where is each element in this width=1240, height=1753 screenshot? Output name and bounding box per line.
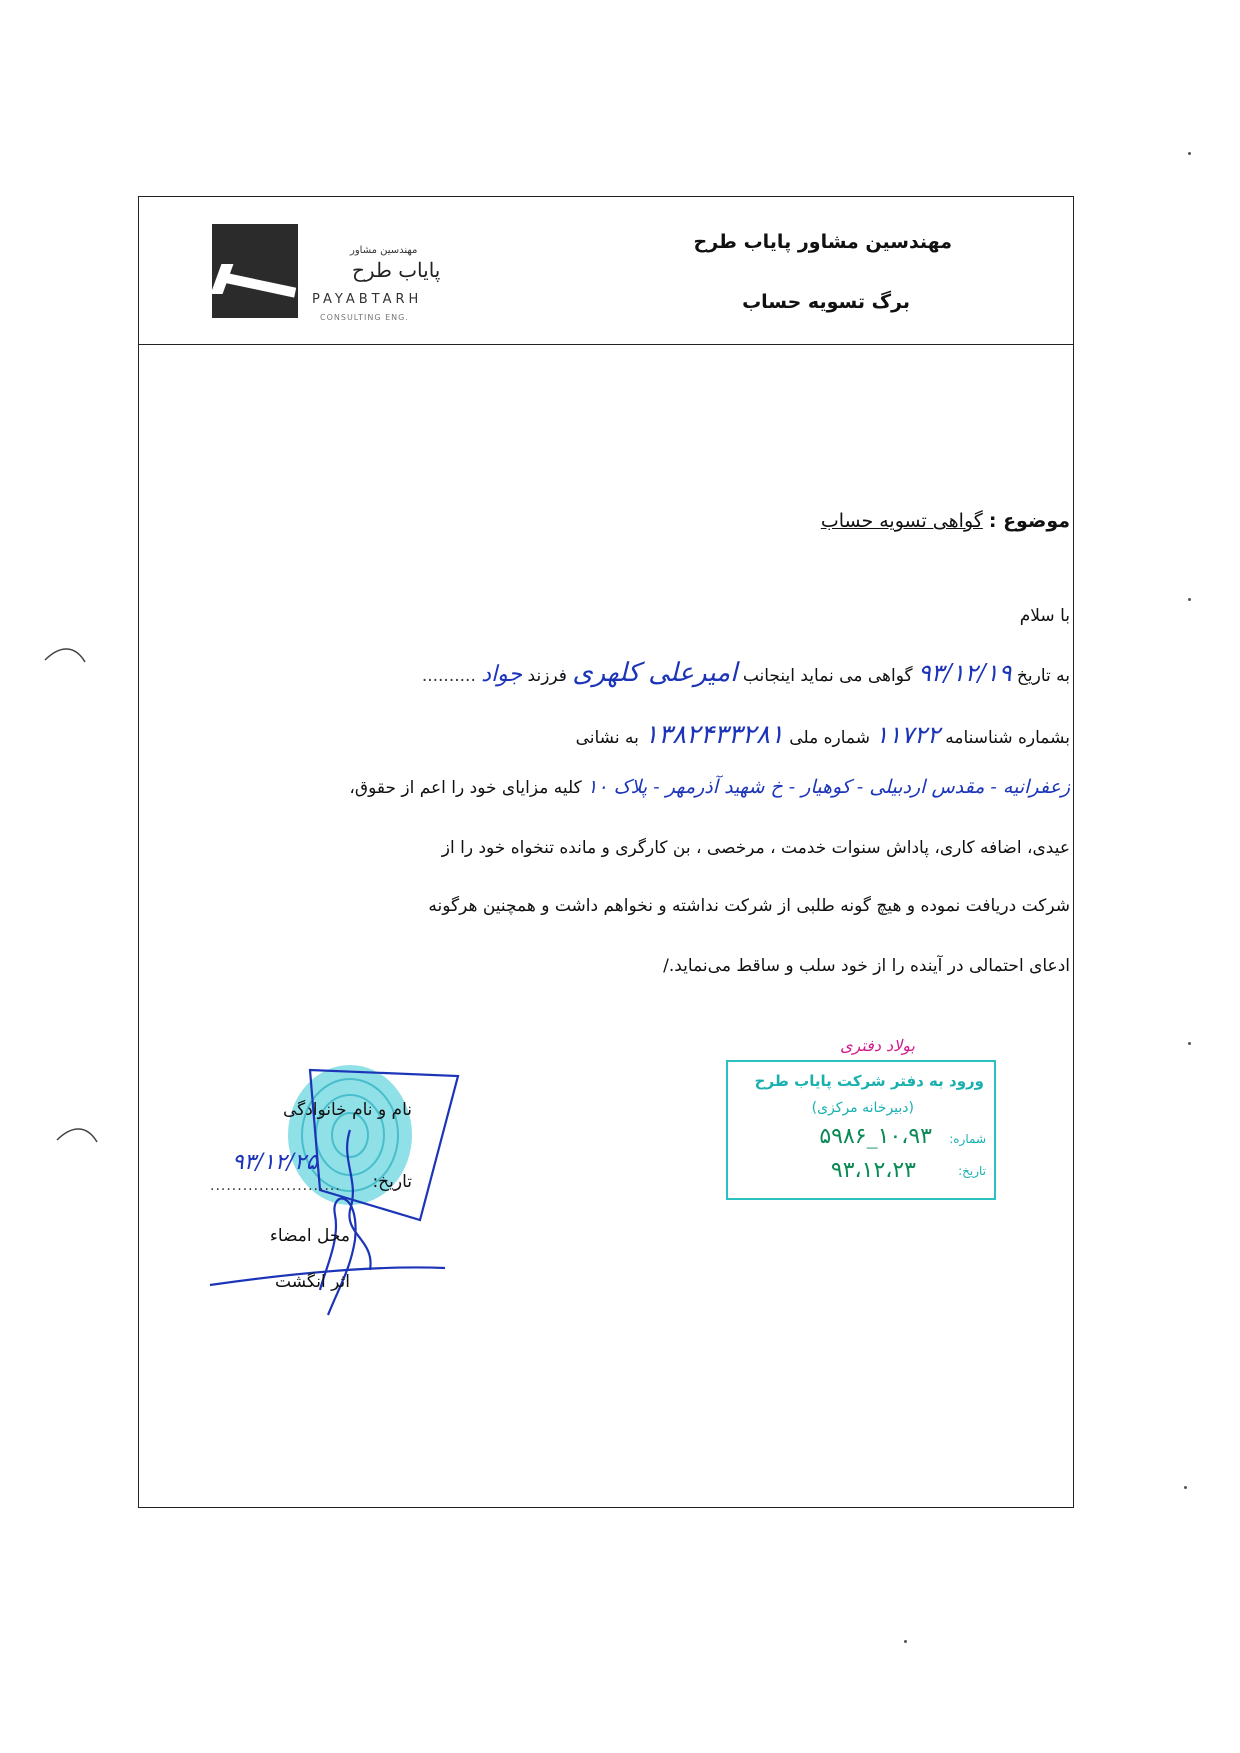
- body-line-4: عیدی، اضافه کاری، پاداش سنوات خدمت ، مرخصی ، بن کارگری و مانده تنخواه خود را از: [441, 838, 1070, 858]
- scan-artifact: [52, 1120, 102, 1150]
- line2-address-label: به نشانی: [575, 728, 639, 748]
- scan-artifact: [1188, 598, 1191, 601]
- scan-artifact: [1188, 152, 1191, 155]
- body-line-1: به تاریخ ۹۳/۱۲/۱۹ گواهی می نماید اینجانب امیرعلی کلهری فرزند جواد ..........: [421, 658, 1070, 688]
- registration-stamp: [726, 1060, 996, 1200]
- body-line-3: [349, 776, 1070, 798]
- form-title: برگ تسویه حساب: [742, 291, 910, 313]
- stamp-title: ورود به دفتر شرکت پایاب طرح: [754, 1072, 984, 1090]
- subject-label: موضوع :: [988, 510, 1070, 532]
- stamp-handwritten-note: بولاد دفتری: [840, 1036, 916, 1055]
- name-label: نام و نام خانوادگی: [282, 1100, 412, 1120]
- body-line-5: شرکت دریافت نموده و هیچ گونه طلبی از شرکت نداشته و نخواهم داشت و همچنین هرگونه: [428, 896, 1070, 916]
- logo-small-text: مهندسین مشاور: [350, 245, 418, 256]
- greeting: با سلام: [1019, 606, 1070, 626]
- subject-value: گواهی تسویه حساب: [820, 510, 983, 532]
- logo-name-en: PAYABTARH: [312, 292, 423, 307]
- handwritten-address: زعفرانیه - مقدس اردبیلی - کوهیار - خ شهید آذرمهر - پلاک ۱۰: [587, 776, 1070, 798]
- handwritten-date: ۹۳/۱۲/۱۹: [918, 659, 1012, 687]
- line1-certify-text: گواهی می نماید اینجانب: [742, 666, 913, 686]
- company-name: مهندسین مشاور پایاب طرح: [693, 231, 952, 253]
- stamp-date-label: تاریخ:: [958, 1164, 986, 1178]
- date-dots: ........................: [210, 1178, 341, 1194]
- stamp-date-value: ۹۳،۱۲،۲۳: [830, 1158, 916, 1183]
- logo-name-fa: پایاب طرح: [352, 258, 441, 282]
- body-line-6: ادعای احتمالی در آینده را از خود سلب و ساقط می‌نماید./: [663, 956, 1070, 976]
- line1-date-label: به تاریخ: [1016, 666, 1070, 686]
- subject-line: [821, 510, 1070, 532]
- stamp-subtitle: (دبیرخانه مرکزی): [811, 1100, 914, 1116]
- line2-id-label: بشماره شناسنامه: [945, 728, 1070, 748]
- line1-father-label: فرزند: [527, 666, 567, 686]
- handwritten-sign-date: ۹۳/۱۲/۲۵: [232, 1150, 318, 1175]
- body-line-2: [576, 720, 1070, 750]
- header-divider: [138, 344, 1074, 345]
- handwritten-name: امیرعلی کلهری: [572, 658, 738, 688]
- handwritten-id-number: ۱۱۷۲۲: [875, 721, 940, 749]
- handwritten-national-id: ۱۳۸۲۴۳۳۲۸۱: [644, 720, 784, 750]
- handwritten-father-name: جواد: [481, 662, 523, 687]
- signature-label: محل امضاء: [269, 1226, 350, 1246]
- stamp-number-value: ۱۰،۹۳_۵۹۸۶: [819, 1124, 932, 1149]
- line2-national-label: شماره ملی: [789, 728, 870, 748]
- date-label: تاریخ:: [372, 1172, 412, 1192]
- logo-subtitle: CONSULTING ENG.: [320, 313, 409, 322]
- scan-artifact: [40, 640, 90, 670]
- scan-artifact: [1188, 1042, 1191, 1045]
- company-logo: [212, 224, 298, 318]
- scan-artifact: [904, 1640, 907, 1643]
- fingerprint-label: اثر انگشت: [275, 1272, 350, 1292]
- stamp-number-label: شماره:: [949, 1132, 986, 1146]
- line3-benefits-text: کلیه مزایای خود را اعم از حقوق،: [349, 778, 582, 798]
- scan-artifact: [1184, 1486, 1187, 1489]
